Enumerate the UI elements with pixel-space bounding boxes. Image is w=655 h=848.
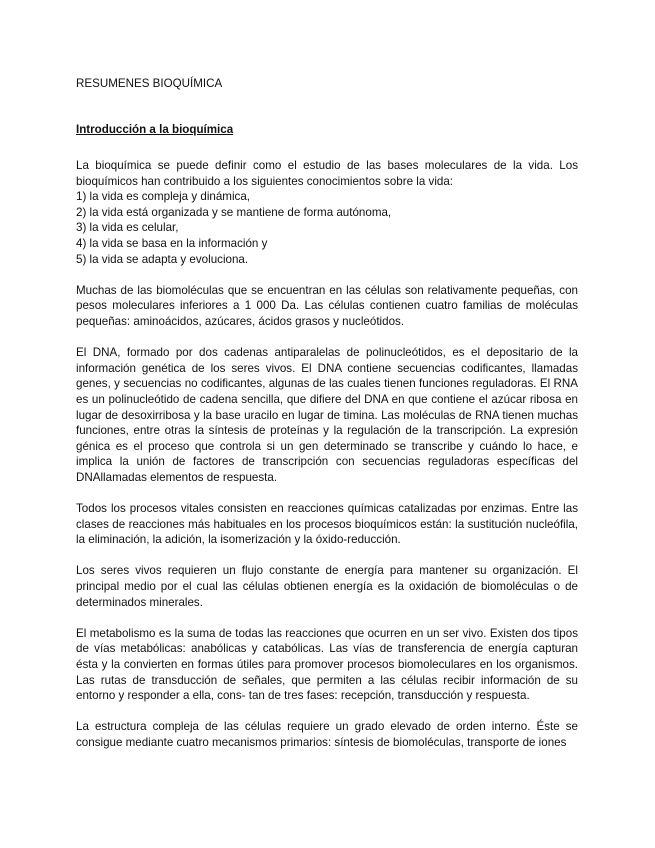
- paragraph-energy: Los seres vivos requieren un flujo constante de energía para mantener su organización. El principal medio por el cual las células obtienen energía es la oxidación de biomoléculas o de determinados minerales.: [76, 564, 578, 609]
- paragraph-metabolism: El metabolismo es la suma de todas las reacciones que ocurren en un ser vivo. Existen dos tipos de vías metabólicas: anabólicas y catabólicas. Las vías de transferencia de energía capturan ésta y la convierten en formas útiles para promover procesos biomoleculares en los organismos. Las rutas de transducción de señales, que permiten a las células recibir información de su entorno y responder a ella, cons- tan de tres fases: recepción, transducción y respuesta.: [76, 626, 578, 703]
- document-content: [76, 76, 578, 766]
- paragraph-dna-rna: El DNA, formado por dos cadenas antiparalelas de polinucleótidos, es el depositario de la información genética de los seres vivos. El DNA contiene secuencias codificantes, llamadas genes, y secuencias no codificantes, algunas de las cuales tienen funciones reguladoras. El RNA es un polinucleótido de cadena sencilla, que difiere del DNA en que contiene el azúcar ribosa en lugar de desoxirribosa y la base uracilo en lugar de timina. Las moléculas de RNA tienen muchas funciones, entre otras la síntesis de proteínas y la regulación de la transcripción. La expresión génica es el proceso que controla si un gen determinado se transcribe y cuándo lo hace, e implica la unión de factores de transcripción con secuencias reguladoras específicas del DNAllamadas elementos de respuesta.: [76, 346, 578, 484]
- paragraph-cell-structure: La estructura compleja de las células requiere un grado elevado de orden interno. Éste se consigue mediante cuatro mecanismos primarios: síntesis de biomoléculas, transporte de iones: [76, 720, 578, 749]
- list-item: 4) la vida se basa en la información y: [76, 236, 268, 250]
- document-title: RESUMENES BIOQUÍMICA: [76, 77, 223, 90]
- paragraph-biomolecules: Muchas de las biomoléculas que se encuentran en las células son relativamente pequeñas, con pesos moleculares inferiores a 1 000 Da. Las células contienen cuatro familias de moléculas pequeñas: aminoácidos, azúcares, ácidos grasos y nucleótidos.: [76, 283, 578, 328]
- list-item: 2) la vida está organizada y se mantiene de forma autónoma,: [76, 205, 392, 219]
- list-item: 3) la vida es celular,: [76, 221, 179, 235]
- list-item: 5) la vida se adapta y evoluciona.: [76, 252, 249, 266]
- list-item: 1) la vida es compleja y dinámica,: [76, 190, 250, 204]
- paragraph-enzymes: Todos los procesos vitales consisten en reacciones químicas catalizadas por enzimas. Entre las clases de reacciones más habituales en los procesos bioquímicos están: la sustitución nucleófila, la eliminación, la adición, la isomerización y la óxido-reducción.: [76, 502, 578, 547]
- intro-paragraph: [76, 158, 578, 267]
- section-heading: Introducción a la bioquímica: [76, 123, 234, 136]
- intro-text: La bioquímica se puede definir como el estudio de las bases moleculares de la vida. Los bioquímicos han contribuido a los siguientes conocimientos sobre la vida:: [76, 159, 578, 188]
